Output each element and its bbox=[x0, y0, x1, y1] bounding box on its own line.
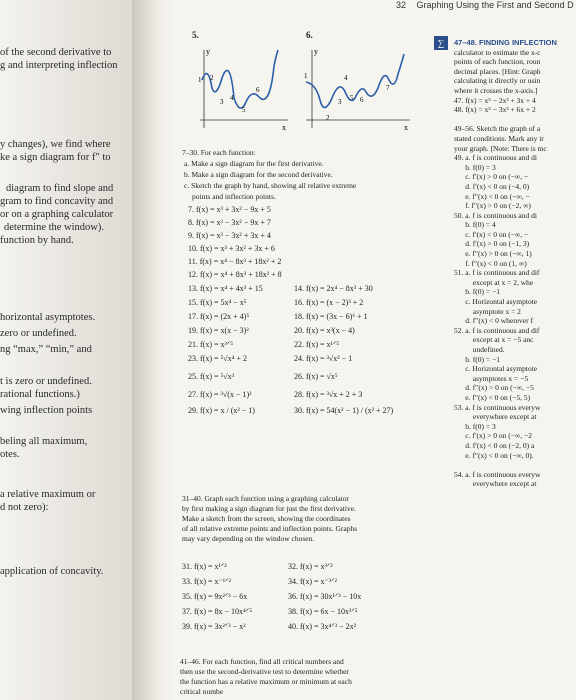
graph-6-point-label: 4 bbox=[344, 74, 348, 82]
ex31-40-line: by first making a sign diagram for just the first derivative. bbox=[182, 504, 356, 513]
side-line: 47–48. FINDING INFLECTION bbox=[454, 38, 557, 47]
graph-5-point-label: 4 bbox=[230, 94, 234, 102]
problem-item: 8. f(x) = x³ − 3x² − 9x + 7 bbox=[188, 218, 271, 227]
side-line: except at x = −5 anc bbox=[454, 335, 534, 345]
graph-6-point-label: 7 bbox=[386, 84, 390, 92]
left-line: application of concavity. bbox=[0, 566, 104, 577]
side-line: c. Horizontal asymptote bbox=[454, 297, 538, 307]
left-line: otes. bbox=[0, 449, 20, 460]
ex7-30-intro: 7–30. For each function: bbox=[182, 148, 256, 157]
side-line: stated conditions. Mark any ir bbox=[454, 133, 544, 143]
left-line: g and interpreting inflection bbox=[0, 60, 118, 71]
problem-item: 29. f(x) = x / (x² − 1) bbox=[188, 406, 255, 415]
left-line: diagram to find slope and bbox=[6, 183, 114, 194]
page-number: 32 bbox=[396, 0, 407, 10]
graph-6-y-label: y bbox=[314, 47, 318, 56]
graph-6-x-label: x bbox=[404, 123, 408, 132]
side-line: c. Horizontal asymptote bbox=[454, 364, 538, 374]
page-gutter bbox=[132, 0, 174, 700]
problem-item: 34. f(x) = x⁻³ᐟ² bbox=[288, 577, 337, 586]
graph-5-point-label: 1 bbox=[198, 76, 202, 84]
problem-item: 28. f(x) = ³√x + 2 + 3 bbox=[294, 390, 363, 399]
problem-item: 14. f(x) = 2x⁴ − 8x³ + 30 bbox=[294, 284, 373, 293]
left-line: ng “max,” “min,” and bbox=[0, 344, 92, 355]
problem-item: 9. f(x) = x³ − 3x² + 3x + 4 bbox=[188, 231, 271, 240]
left-line: or on a graphing calculator bbox=[0, 209, 114, 220]
ex7-30-b: b. Make a sign diagram for the second derivative. bbox=[184, 170, 333, 179]
problem-item: 30. f(x) = 54(x² − 1) / (x² + 27) bbox=[294, 406, 394, 415]
left-line: determine the window). bbox=[4, 222, 105, 233]
right-column bbox=[454, 38, 576, 489]
side-line: c. f′(x) > 0 on (−∞, − bbox=[454, 172, 529, 182]
left-line: ke a sign diagram for f″ to bbox=[0, 152, 111, 163]
left-line: of the second derivative to bbox=[0, 47, 112, 58]
running-header bbox=[396, 0, 574, 10]
graph-5-point-label: 5 bbox=[242, 106, 246, 114]
graph-5-point-label: 6 bbox=[256, 86, 260, 94]
problem-item: 7. f(x) = x³ + 3x² − 9x + 5 bbox=[188, 205, 271, 214]
problem-item: 40. f(x) = 3x⁴ᐟ³ − 2x² bbox=[288, 622, 356, 631]
graph-6-point-label: 3 bbox=[338, 98, 342, 106]
side-line: c. f′(x) < 0 on (−∞, − bbox=[454, 229, 529, 239]
problem-item: 20. f(x) = x³(x − 4) bbox=[294, 326, 355, 335]
side-line bbox=[454, 115, 576, 125]
left-line: beling all maximum, bbox=[0, 436, 88, 447]
problem-item: 16. f(x) = (x − 2)³ + 2 bbox=[294, 298, 364, 307]
graph-5-x-label: x bbox=[282, 123, 286, 132]
problem-item: 21. f(x) = x³ᐟ⁵ bbox=[188, 340, 234, 349]
side-line: 50. a. f is continuous and di bbox=[454, 210, 537, 220]
side-line: everywhere except at bbox=[454, 479, 537, 489]
graph-6-point-label: 1 bbox=[304, 72, 308, 80]
ex7-30-c2: points and inflection points. bbox=[192, 192, 276, 201]
problem-item: 31. f(x) = x¹ᐟ² bbox=[182, 562, 227, 571]
left-line: t is zero or undefined. bbox=[0, 376, 92, 387]
left-line: wing inflection points bbox=[0, 405, 93, 416]
graph-5 bbox=[190, 44, 290, 134]
problem-item: 27. f(x) = ³√(x − 1)² bbox=[188, 390, 252, 399]
ex41-46-line: the function has a relative maximum or minimum at each bbox=[180, 677, 352, 686]
graph-6-point-label: 6 bbox=[360, 96, 364, 104]
side-line: 54. a. f is continuous everyw bbox=[454, 469, 541, 479]
graph-5-point-label: 2 bbox=[210, 74, 214, 82]
problem-item: 36. f(x) = 30x¹ᐟ³ − 10x bbox=[288, 592, 362, 601]
side-line: except at x = 2, whe bbox=[454, 277, 534, 287]
left-line: y changes), we find where bbox=[0, 139, 111, 150]
graph-6 bbox=[300, 44, 415, 134]
graph-6-point-label: 2 bbox=[326, 114, 330, 122]
side-line: e. f″(x) < 0 on (−∞, − bbox=[454, 191, 530, 201]
left-line: zero or undefined. bbox=[0, 328, 77, 339]
ex31-40-line: Make a sketch from the screen, showing the coordinates bbox=[182, 514, 351, 523]
problem-item: 17. f(x) = (2x + 4)⁵ bbox=[188, 312, 250, 321]
problem-item: 23. f(x) = ⁵√x⁴ + 2 bbox=[188, 354, 247, 363]
side-line: undefined. bbox=[454, 345, 505, 354]
ex41-46-line: 41–46. For each function, find all critical numbers and bbox=[180, 657, 344, 666]
side-line: asymptote x = 2 bbox=[454, 306, 521, 316]
problem-item: 35. f(x) = 9x²ᐟ³ − 6x bbox=[182, 592, 248, 601]
problem-item: 10. f(x) = x³ + 3x² + 3x + 6 bbox=[188, 244, 275, 253]
side-line: 52. a. f is continuous and dif bbox=[454, 325, 540, 335]
left-line: gram to find concavity and bbox=[0, 196, 114, 207]
sigma-icon: ∑ bbox=[434, 36, 448, 50]
side-line: b. f(0) = −1 bbox=[454, 354, 500, 364]
ex31-40-line: may vary depending on the window chosen. bbox=[182, 534, 315, 543]
problem-item: 38. f(x) = 6x − 10x³ᐟ⁵ bbox=[288, 607, 358, 616]
graph-5-y-label: y bbox=[206, 47, 210, 56]
problem-item: 12. f(x) = x⁴ + 8x³ + 18x² + 8 bbox=[188, 270, 282, 279]
left-line: function by hand. bbox=[0, 235, 74, 246]
ex41-46-line: then use the second-derivative test to determine whether bbox=[180, 667, 349, 676]
header-title: Graphing Using the First and Second D bbox=[416, 0, 574, 10]
graph-5-point-label: 3 bbox=[220, 98, 224, 106]
problem-item: 39. f(x) = 3x²ᐟ³ − x² bbox=[182, 622, 246, 631]
side-line: d. f′(x) < 0 on (−2, 0) a bbox=[454, 440, 535, 450]
side-line: points of each function, roun bbox=[454, 57, 541, 67]
left-line: rational functions.) bbox=[0, 389, 80, 400]
side-line: b. f(0) = 3 bbox=[454, 421, 496, 431]
side-line: f. f″(x) > 0 on (−2, ∞) bbox=[454, 201, 531, 211]
problem-item: 37. f(x) = 8x − 10x⁴ᐟ⁵ bbox=[182, 607, 252, 616]
side-line: your graph. [Note: There is mc bbox=[454, 143, 547, 153]
problem-item: 18. f(x) = (3x − 6)⁶ + 1 bbox=[294, 312, 368, 321]
ex31-40-line: 31–40. Graph each function using a graphing calculator bbox=[182, 494, 350, 503]
side-line: 47. f(x) = x⁵ − 2x³ + 3x + 4 bbox=[454, 95, 536, 105]
left-line: a relative maximum or bbox=[0, 489, 96, 500]
side-line: decimal places. [Hint: Graph bbox=[454, 66, 541, 76]
side-line: b. f(0) = 4 bbox=[454, 220, 496, 230]
ex31-40-line: of all relative extreme points and inflection points. Graphs bbox=[182, 524, 358, 533]
problem-item: 13. f(x) = x⁴ + 4x³ + 15 bbox=[188, 284, 263, 293]
side-line: where it crosses the x-axis.] bbox=[454, 85, 538, 95]
side-line: 49. a. f is continuous and di bbox=[454, 153, 537, 163]
problem-item: 11. f(x) = x⁴ − 8x³ + 18x² + 2 bbox=[188, 257, 282, 266]
side-line: 49–56. Sketch the graph of a bbox=[454, 124, 541, 134]
graph-6-point-label: 5 bbox=[350, 94, 354, 102]
side-line: b. f(0) = −1 bbox=[454, 287, 500, 297]
side-line: 51. a. f is continuous and dif bbox=[454, 268, 540, 278]
side-line: 48. f(x) = x⁵ − 3x³ + 6x + 2 bbox=[454, 105, 536, 115]
side-line: e. f″(x) < 0 on (−5, 5) bbox=[454, 392, 531, 402]
graph-6-number: 6. bbox=[306, 30, 313, 40]
side-line: d. f″(x) < 0 wherever f bbox=[454, 316, 533, 326]
side-line: b. f(0) = 3 bbox=[454, 162, 496, 172]
ex41-46-line: critical numbe bbox=[180, 687, 224, 696]
side-line: e. f″(x) < 0 on (−∞, 0). bbox=[454, 450, 534, 460]
problem-item: 24. f(x) = ³√x² − 1 bbox=[294, 354, 353, 363]
left-line: horizontal asymptotes. bbox=[0, 312, 96, 323]
side-line: e. f″(x) > 0 on (−∞, 1) bbox=[454, 249, 532, 259]
side-line: d. f′(x) > 0 on (−1, 3) bbox=[454, 239, 530, 249]
side-line: everywhere except at bbox=[454, 412, 537, 422]
side-line: d. f′(x) < 0 on (−4, 0) bbox=[454, 181, 530, 191]
problem-item: 33. f(x) = x⁻¹ᐟ² bbox=[182, 577, 231, 586]
problem-item: 15. f(x) = 5x⁴ − x⁵ bbox=[188, 298, 247, 307]
side-line: c. f′(x) > 0 on (−∞, −2 bbox=[454, 431, 532, 441]
ex7-30-c1: c. Sketch the graph by hand, showing all relative extreme bbox=[184, 181, 357, 190]
graph-5-number: 5. bbox=[192, 30, 199, 40]
side-line: calculating it directly or usin bbox=[454, 76, 541, 86]
problem-item: 22. f(x) = x¹ᐟ⁵ bbox=[294, 340, 340, 349]
side-line: 53. a. f is continuous everyw bbox=[454, 402, 541, 412]
side-line: asymptotes x = −5 bbox=[454, 373, 529, 383]
ex7-30-a: a. Make a sign diagram for the first derivative. bbox=[184, 159, 324, 168]
side-line: f. f″(x) < 0 on (1, ∞) bbox=[454, 258, 527, 268]
side-line: d. f″(x) > 0 on (−∞, −5 bbox=[454, 383, 534, 393]
problem-item: 25. f(x) = ⁵√x³ bbox=[188, 372, 235, 381]
side-line bbox=[454, 460, 576, 470]
side-line: calculator to estimate the x-c bbox=[454, 47, 541, 57]
problem-item: 19. f(x) = x(x − 3)² bbox=[188, 326, 249, 335]
problem-item: 26. f(x) = √x⁵ bbox=[294, 372, 338, 381]
left-line: d not zero): bbox=[0, 502, 49, 513]
problem-item: 32. f(x) = x³ᐟ² bbox=[288, 562, 333, 571]
